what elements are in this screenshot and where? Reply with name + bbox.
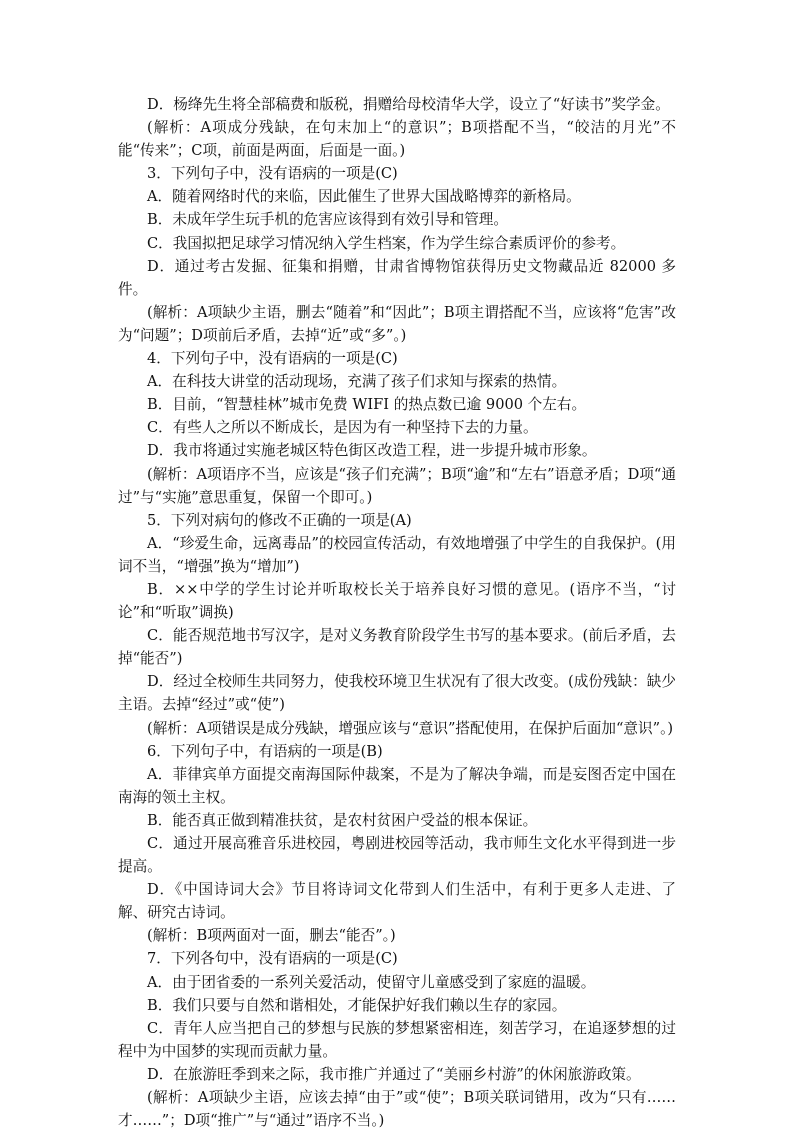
answer-option: D．经过全校师生共同努力，使我校环境卫生状况有了很大改变。(成份残缺：缺少主语。去掉“经过”或“使”) <box>118 673 676 714</box>
analysis-note: (解析：A项错误是成分残缺，增强应该与“意识”搭配使用，在保护后面加“意识”。) <box>147 719 674 737</box>
analysis-note: (解析：B项两面对一面，删去“能否”。) <box>147 927 396 945</box>
answer-option: D．在旅游旺季到来之际，我市推广并通过了“美丽乡村游”的休闲旅游政策。 <box>147 1065 641 1083</box>
answer-option: D．《中国诗词大会》节目将诗词文化带到人们生活中，有利于更多人走进、了解、研究古诗词。 <box>118 881 676 922</box>
answer-option: B．能否真正做到精准扶贫，是农村贫困户受益的根本保证。 <box>147 811 538 829</box>
answer-option: D．通过考古发掘、征集和捐赠，甘肃省博物馆获得历史文物藏品近 82000 多件。 <box>118 257 676 298</box>
answer-option: C．通过开展高雅音乐进校园，粤剧进校园等活动，我市师生文化水平得到进一步提高。 <box>118 835 676 876</box>
answer-option: D．我市将通过实施老城区特色街区改造工程，进一步提升城市形象。 <box>147 442 597 460</box>
answer-option: C．有些人之所以不断成长，是因为有一种坚持下去的力量。 <box>147 419 538 437</box>
question-stem: 3．下列句子中，没有语病的一项是(C) <box>147 165 398 183</box>
answer-option: B．我们只要与自然和谐相处，才能保护好我们赖以生存的家园。 <box>147 996 567 1014</box>
answer-option: B．××中学的学生讨论并听取校长关于培养良好习惯的意见。(语序不当，“讨论”和“听取”调换) <box>118 580 676 622</box>
answer-option: B．未成年学生玩手机的危害应该得到有效引导和管理。 <box>147 211 508 229</box>
answer-option: A．在科技大讲堂的活动现场，充满了孩子们求知与探索的热情。 <box>147 373 567 391</box>
answer-option: A．由于团省委的一系列关爱活动，使留守儿童感受到了家庭的温暖。 <box>147 973 596 991</box>
answer-option: C．青年人应当把自己的梦想与民族的梦想紧密相连，刻苦学习，在追逐梦想的过程中为中国梦的实现而贡献力量。 <box>118 1019 676 1060</box>
analysis-note: (解析：A项缺少主语，应该去掉“由于”或“使”；B项关联词错用，改为“只有……才……”；D项“推广”与“通过”语序不当。) <box>118 1089 676 1130</box>
analysis-note: (解析：A项成分残缺，在句末加上“的意识”；B项搭配不当，“皎洁的月光”不能“传来”；C项，前面是两面，后面是一面。) <box>118 119 676 160</box>
answer-option: B．目前，“智慧桂林”城市免费 WIFI 的热点数已逾 9000 个左右。 <box>147 396 587 414</box>
question-stem: 5．下列对病句的修改不正确的一项是(A) <box>147 511 412 529</box>
answer-option: A．菲律宾单方面提交南海国际仲裁案，不是为了解决争端，而是妄图否定中国在南海的领土主权。 <box>118 765 676 806</box>
document-page <box>118 93 676 1132</box>
analysis-note: (解析：A项语序不当，应该是“孩子们充满”；B项“逾”和“左右”语意矛盾；D项“通过”与“实施”意思重复，保留一个即可。) <box>118 465 676 506</box>
answer-option: A．“珍爱生命，远离毒品”的校园宣传活动，有效地增强了中学生的自我保护。(用词不当，“增强”换为“增加”) <box>118 534 676 575</box>
question-stem: 6．下列句子中，有语病的一项是(B) <box>147 742 383 760</box>
question-stem: 7．下列各句中，没有语病的一项是(C) <box>147 950 398 968</box>
answer-option: A．随着网络时代的来临，因此催生了世界大国战略博弈的新格局。 <box>147 188 581 206</box>
answer-option: C．我国拟把足球学习情况纳入学生档案，作为学生综合素质评价的参考。 <box>147 234 626 252</box>
analysis-note: (解析：A项缺少主语，删去“随着”和“因此”；B项主谓搭配不当，应该将“危害”改为“问题”；D项前后矛盾，去掉“近”或“多”。) <box>118 303 676 344</box>
answer-option: C．能否规范地书写汉字，是对义务教育阶段学生书写的基本要求。(前后矛盾，去掉“能否”) <box>118 627 676 668</box>
question-stem: 4．下列句子中，没有语病的一项是(C) <box>147 350 398 368</box>
answer-option: D．杨绛先生将全部稿费和版税，捐赠给母校清华大学，设立了“好读书”奖学金。 <box>147 96 670 113</box>
